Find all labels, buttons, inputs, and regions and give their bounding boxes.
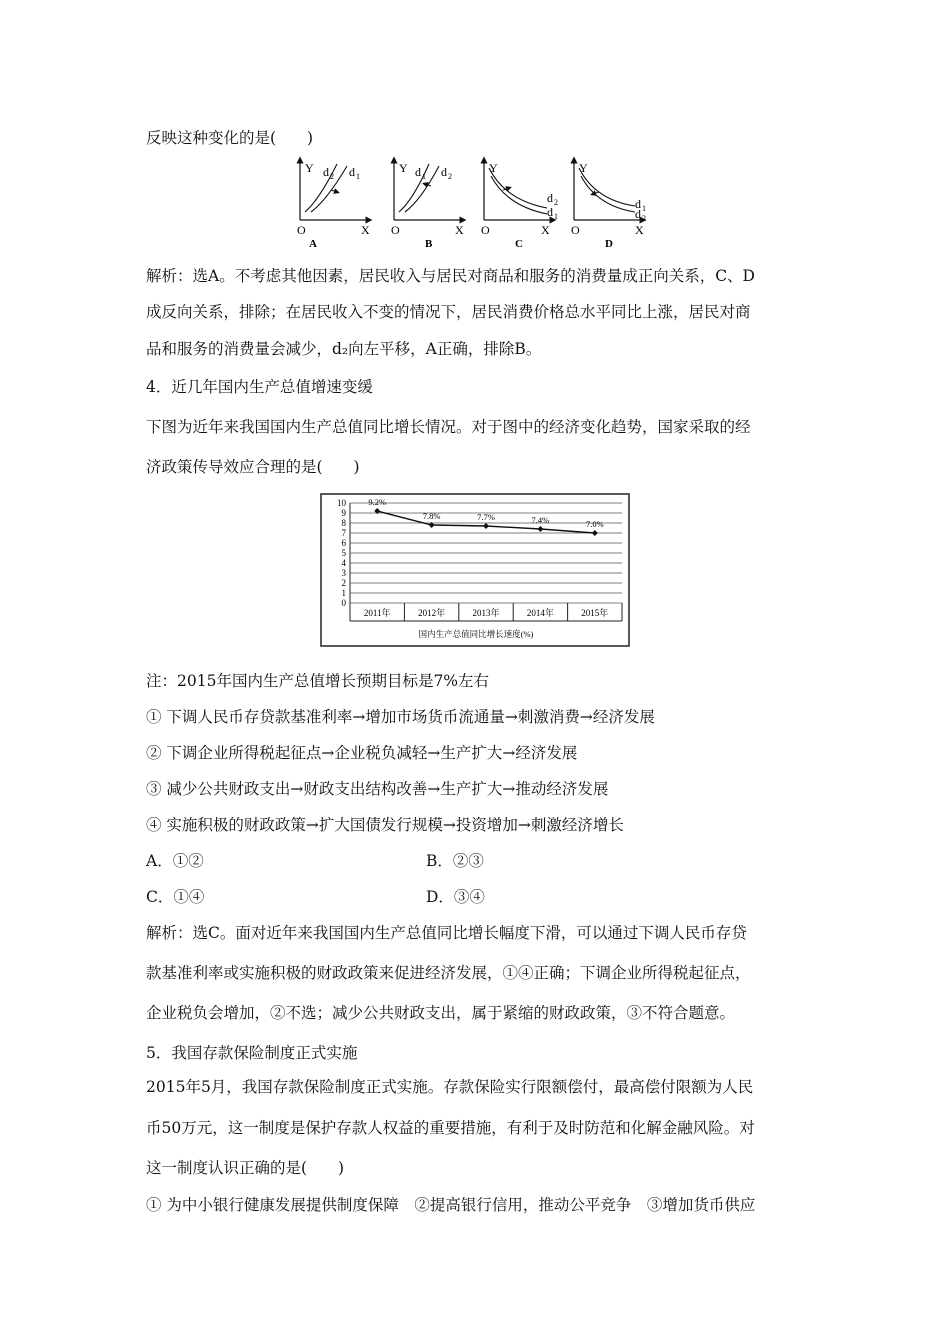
q5-stem-line-3: 这一制度认识正确的是( ) (146, 1159, 345, 1177)
q4-item-4: ④ 实施积极的财政政策→扩大国债发行规模→投资增加→刺激经济增长 (146, 816, 624, 834)
graph-b-curve2: d (441, 165, 447, 179)
graph-b-y: Y (399, 161, 408, 175)
chart-x-tick-label: 2015年 (581, 608, 609, 618)
graph-c-curve1: d (547, 191, 553, 205)
q5-stem-line-2: 币50万元，这一制度是保护存款人权益的重要措施，有利于及时防范和化解金融风险。对 (146, 1119, 755, 1137)
graph-a-x: X (361, 223, 370, 237)
graph-b-curve1-sub: 1 (422, 172, 426, 181)
graph-b-curve2-sub: 2 (448, 172, 452, 181)
graph-b (391, 160, 464, 250)
q4-stem-line-2: 济政策传导效应合理的是( ) (146, 458, 360, 476)
q4-analysis-line-2: 款基准利率或实施积极的财政政策来促进经济发展，①④正确；下调企业所得税起征点， (146, 964, 751, 982)
gdp-growth-chart (320, 493, 632, 649)
graph-c-y: Y (489, 161, 498, 175)
chart-y-tick-label: 2 (341, 578, 346, 588)
q4-title: 4．近几年国内生产总值增速变缓 (146, 378, 373, 396)
graph-b-x: X (455, 223, 464, 237)
chart-y-tick-label: 10 (337, 498, 346, 508)
q4-item-1: ① 下调人民币存贷款基准利率→增加市场货币流通量→刺激消费→经济发展 (146, 708, 655, 726)
graph-b-o: O (391, 223, 400, 237)
graph-d-o: O (571, 223, 580, 237)
q4-option-b: B．②③ (426, 852, 484, 870)
graph-a-curve2-sub: 1 (356, 172, 360, 181)
graph-d-curve2-sub: 2 (642, 214, 646, 223)
chart-x-tick-label: 2013年 (472, 608, 500, 618)
graph-a-o: O (297, 223, 306, 237)
graph-d (571, 160, 646, 250)
chart-data-label: 7.8% (422, 511, 441, 521)
q3-stem-end: 反映这种变化的是( ) (146, 129, 314, 147)
graph-c-label: C (515, 238, 523, 250)
q5-stem-line-1: 2015年5月，我国存款保险制度正式实施。存款保险实行限额偿付，最高偿付限额为人民 (146, 1078, 754, 1096)
q3-graphs (0, 150, 950, 250)
chart-y-tick-label: 8 (341, 518, 346, 528)
graph-a-y: Y (305, 161, 314, 175)
chart-data-label: 7.4% (531, 515, 550, 525)
chart-y-tick-label: 4 (341, 558, 346, 568)
graph-a-curve2: d (349, 165, 355, 179)
graph-c-curve1-sub: 2 (554, 198, 558, 207)
chart-y-tick-label: 6 (341, 538, 346, 548)
q4-item-2: ② 下调企业所得税起征点→企业税负减轻→生产扩大→经济发展 (146, 744, 578, 762)
chart-data-label: 7.0% (585, 519, 604, 529)
graph-a-curve1-sub: 2 (330, 172, 334, 181)
chart-x-tick-label: 2012年 (418, 608, 446, 618)
q4-stem-line-1: 下图为近年来我国国内生产总值同比增长情况。对于图中的经济变化趋势，国家采取的经 (146, 418, 751, 436)
chart-x-tick-label: 2014年 (526, 608, 554, 618)
graph-c-x: X (541, 223, 550, 237)
graph-d-y: Y (579, 161, 588, 175)
graph-c-curve2-sub: 1 (554, 212, 558, 221)
chart-x-axis-label: 国内生产总值同比增长速度(%) (418, 629, 534, 639)
q4-option-d: D．③④ (426, 888, 485, 906)
graph-a-label: A (309, 238, 317, 250)
q4-analysis-line-1: 解析：选C。面对近年来我国国内生产总值同比增长幅度下滑，可以通过下调人民币存贷 (146, 924, 747, 942)
graph-d-x: X (635, 223, 644, 237)
q4-option-a: A．①② (146, 852, 204, 870)
q4-item-3: ③ 减少公共财政支出→财政支出结构改善→生产扩大→推动经济发展 (146, 780, 609, 798)
q5-stem-line-4: ① 为中小银行健康发展提供制度保障 ②提高银行信用，推动公平竞争 ③增加货币供应 (146, 1196, 756, 1214)
chart-y-tick-label: 9 (341, 508, 346, 518)
graph-d-curve2: d (635, 207, 641, 221)
chart-x-tick-label: 2011年 (363, 608, 391, 618)
graph-b-curve1: d (415, 165, 421, 179)
graph-c (481, 160, 558, 250)
graph-d-curve1: d (635, 197, 641, 211)
chart-y-tick-label: 0 (341, 598, 346, 608)
q3-analysis-line-2: 成反向关系，排除；在居民收入不变的情况下，居民消费价格总水平同比上涨，居民对商 (146, 303, 751, 321)
q4-option-c: C．①④ (146, 888, 205, 906)
q4-note: 注：2015年国内生产总值增长预期目标是7%左右 (146, 672, 490, 690)
graph-c-curve2: d (547, 205, 553, 219)
chart-y-tick-label: 3 (341, 568, 346, 578)
q5-title: 5．我国存款保险制度正式实施 (146, 1044, 358, 1062)
chart-y-tick-label: 5 (341, 548, 346, 558)
graph-a-curve1: d (323, 165, 329, 179)
chart-data-label: 7.7% (477, 512, 495, 522)
graph-b-label: B (425, 238, 433, 250)
q3-analysis-line-3: 品和服务的消费量会减少，d₂向左平移，A正确，排除B。 (146, 340, 542, 358)
chart-data-label: 9.2% (368, 497, 387, 507)
chart-y-tick-label: 1 (341, 588, 346, 598)
graph-c-o: O (481, 223, 490, 237)
q3-analysis-line-1: 解析：选A。不考虑其他因素，居民收入与居民对商品和服务的消费量成正向关系，C、D (146, 267, 755, 285)
chart-y-tick-label: 7 (341, 528, 346, 538)
graph-d-label: D (605, 238, 613, 250)
graph-d-curve1-sub: 1 (642, 204, 646, 213)
q4-analysis-line-3: 企业税负会增加，②不选；减少公共财政支出，属于紧缩的财政政策，③不符合题意。 (146, 1004, 736, 1022)
graph-a (297, 160, 370, 250)
